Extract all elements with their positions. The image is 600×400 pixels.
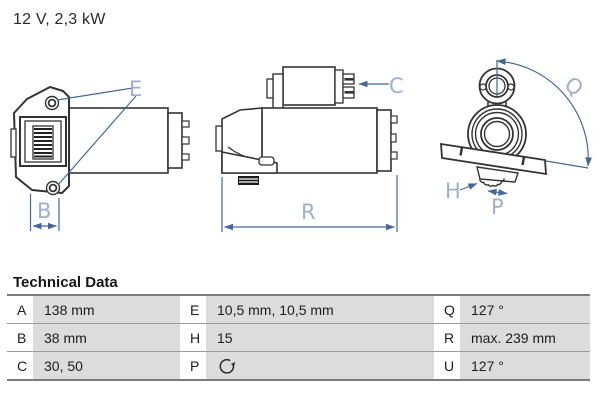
- dim-label-r: R: [301, 200, 316, 224]
- p-direction-arrow: [488, 191, 507, 194]
- table-row: [7, 351, 590, 379]
- motor-side-view: [216, 67, 397, 185]
- dim-label-p: P: [491, 195, 504, 219]
- motor-front-view: [11, 87, 189, 195]
- clockwise-rotation-icon: [217, 356, 237, 376]
- param-value: 138 mm: [33, 296, 180, 323]
- technical-data-heading: Technical Data: [13, 274, 118, 291]
- dim-label-c: C: [389, 74, 404, 98]
- param-value: 38 mm: [33, 324, 180, 351]
- page-title: 12 V, 2,3 kW: [13, 11, 106, 28]
- technical-data-table: [7, 294, 590, 381]
- solenoid: [283, 67, 335, 105]
- h-leader: [460, 184, 477, 191]
- param-key: A: [7, 296, 33, 323]
- param-key: H: [180, 324, 206, 351]
- param-key: C: [7, 352, 33, 379]
- bottom-connector: [238, 176, 259, 185]
- mounting-hole-bottom: [47, 182, 60, 195]
- q-bar-extension: [546, 161, 588, 168]
- param-key: U: [434, 352, 460, 379]
- param-value-icon-cell: [206, 352, 434, 379]
- param-key: Q: [434, 296, 460, 323]
- table-row: [7, 323, 590, 351]
- param-key: R: [434, 324, 460, 351]
- param-key: E: [180, 296, 206, 323]
- dim-label-e: E: [129, 77, 143, 101]
- param-value: 15: [206, 324, 434, 351]
- param-value: 30, 50: [33, 352, 180, 379]
- param-key: P: [180, 352, 206, 379]
- table-row: [7, 296, 590, 323]
- dim-label-q: Q: [559, 71, 588, 101]
- dim-label-h: H: [445, 179, 461, 203]
- motor-pinion-view: [441, 69, 546, 187]
- e-leader-top: [57, 88, 133, 100]
- param-value: max. 239 mm: [460, 324, 590, 351]
- param-value: 10,5 mm, 10,5 mm: [206, 296, 434, 323]
- pinion-hatch: [33, 126, 53, 159]
- param-value: 127 °: [460, 352, 590, 379]
- dim-label-b: B: [37, 199, 52, 223]
- mounting-hole-top: [46, 97, 59, 110]
- param-value: 127 °: [460, 296, 590, 323]
- param-key: B: [7, 324, 33, 351]
- motor-body: [262, 108, 377, 173]
